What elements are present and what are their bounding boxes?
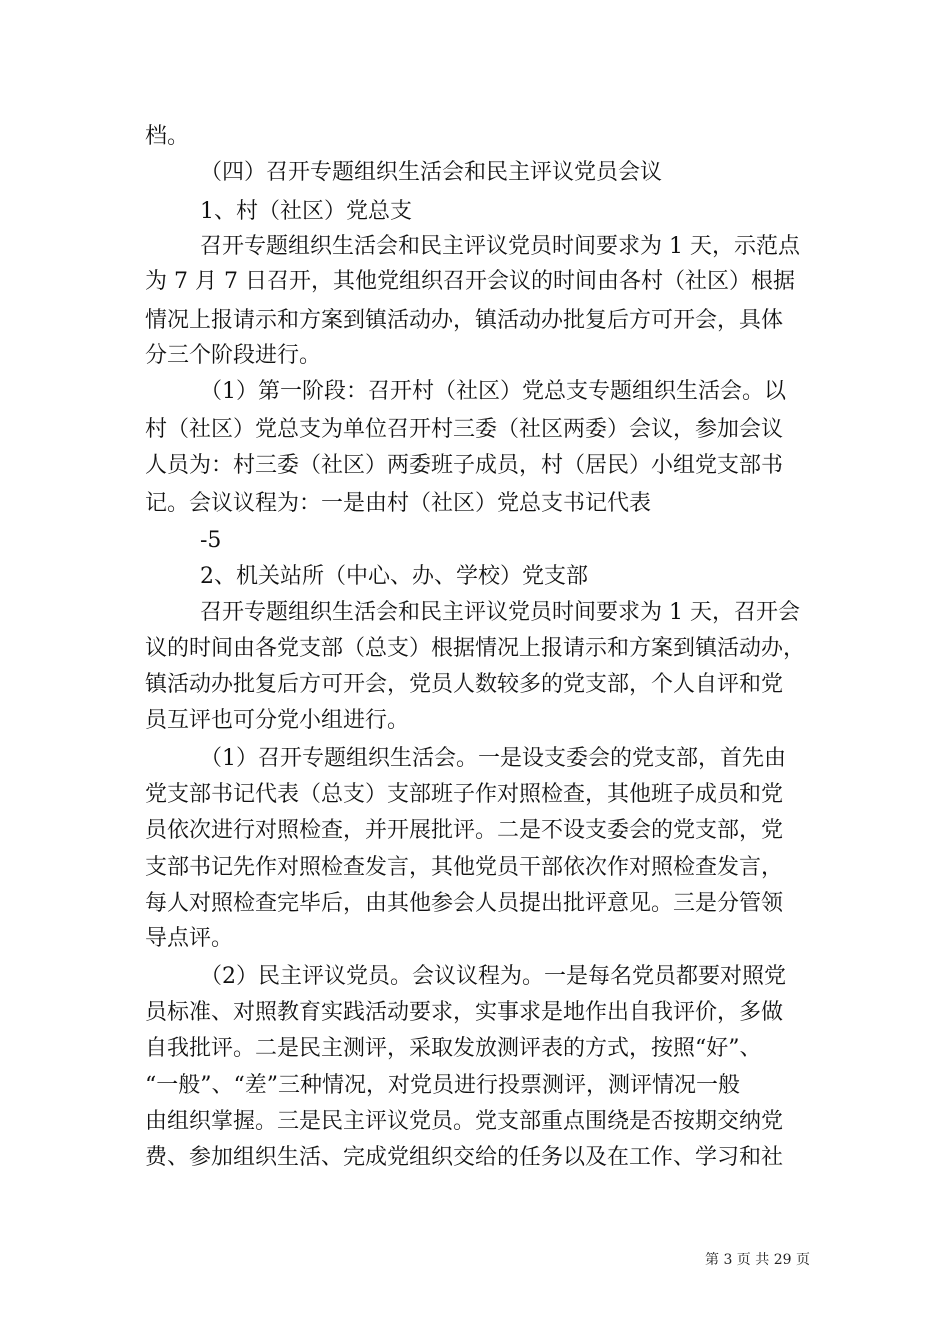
subsection-heading: 1、村（社区）党总支 [200, 199, 412, 224]
text-line: 支部书记先作对照检查发言，其他党员干部依次作对照检查发言， [145, 855, 784, 880]
text-line: 议的时间由各党支部（总支）根据情况上报请示和方案到镇活动办， [145, 636, 806, 661]
text-line: （1）召开专题组织生活会。一是设支委会的党支部，首先由 [200, 746, 786, 771]
text-line: “一般”、“差”三种情况，对党员进行投票测评，测评情况一般 [145, 1073, 740, 1098]
text-line: 员互评也可分党小组进行。 [145, 708, 410, 733]
text-line: 导点评。 [145, 926, 234, 951]
text-line: 召开专题组织生活会和民主评议党员时间要求为 1 天，召开会 [200, 600, 800, 625]
text-line: 员标准、对照教育实践活动要求，实事求是地作出自我评价，多做 [145, 1000, 784, 1025]
page-number: 第 3 页 共 29 页 [705, 1252, 810, 1268]
text-line: 分三个阶段进行。 [145, 343, 322, 368]
text-line: 党支部书记代表（总支）支部班子作对照检查，其他班子成员和党 [145, 782, 784, 807]
text-line: 情况上报请示和方案到镇活动办，镇活动办批复后方可开会，具体 [145, 308, 784, 333]
text-line: 费、参加组织生活、完成党组织交给的任务以及在工作、学习和社 [145, 1145, 784, 1170]
text-line: 自我批评。二是民主测评，采取发放测评表的方式，按照“好”、 [145, 1036, 762, 1061]
text-line: 员依次进行对照检查，并开展批评。二是不设支委会的党支部，党 [145, 818, 784, 843]
text-line: （2）民主评议党员。会议议程为。一是每名党员都要对照党 [200, 964, 786, 989]
text-line: 记。会议议程为：一是由村（社区）党总支书记代表 [145, 491, 652, 516]
text-line: 村（社区）党总支为单位召开村三委（社区两委）会议，参加会议 [145, 417, 784, 442]
text-line: 每人对照检查完毕后，由其他参会人员提出批评意见。三是分管领 [145, 891, 784, 916]
text-line: 档。 [145, 124, 190, 149]
text-line: 人员为：村三委（社区）两委班子成员，村（居民）小组党支部书 [145, 453, 784, 478]
section-heading: （四）召开专题组织生活会和民主评议党员会议 [200, 160, 663, 185]
text-line: （1）第一阶段：召开村（社区）党总支专题组织生活会。以 [200, 379, 786, 404]
page-marker: -5 [200, 528, 222, 553]
subsection-heading: 2、机关站所（中心、办、学校）党支部 [200, 564, 588, 589]
text-line: 镇活动办批复后方可开会，党员人数较多的党支部，个人自评和党 [145, 672, 784, 697]
text-line: 召开专题组织生活会和民主评议党员时间要求为 1 天，示范点 [200, 234, 800, 259]
text-line: 为 7 月 7 日召开，其他党组织召开会议的时间由各村（社区）根据 [145, 269, 795, 294]
text-line: 由组织掌握。三是民主评议党员。党支部重点围绕是否按期交纳党 [145, 1109, 784, 1134]
